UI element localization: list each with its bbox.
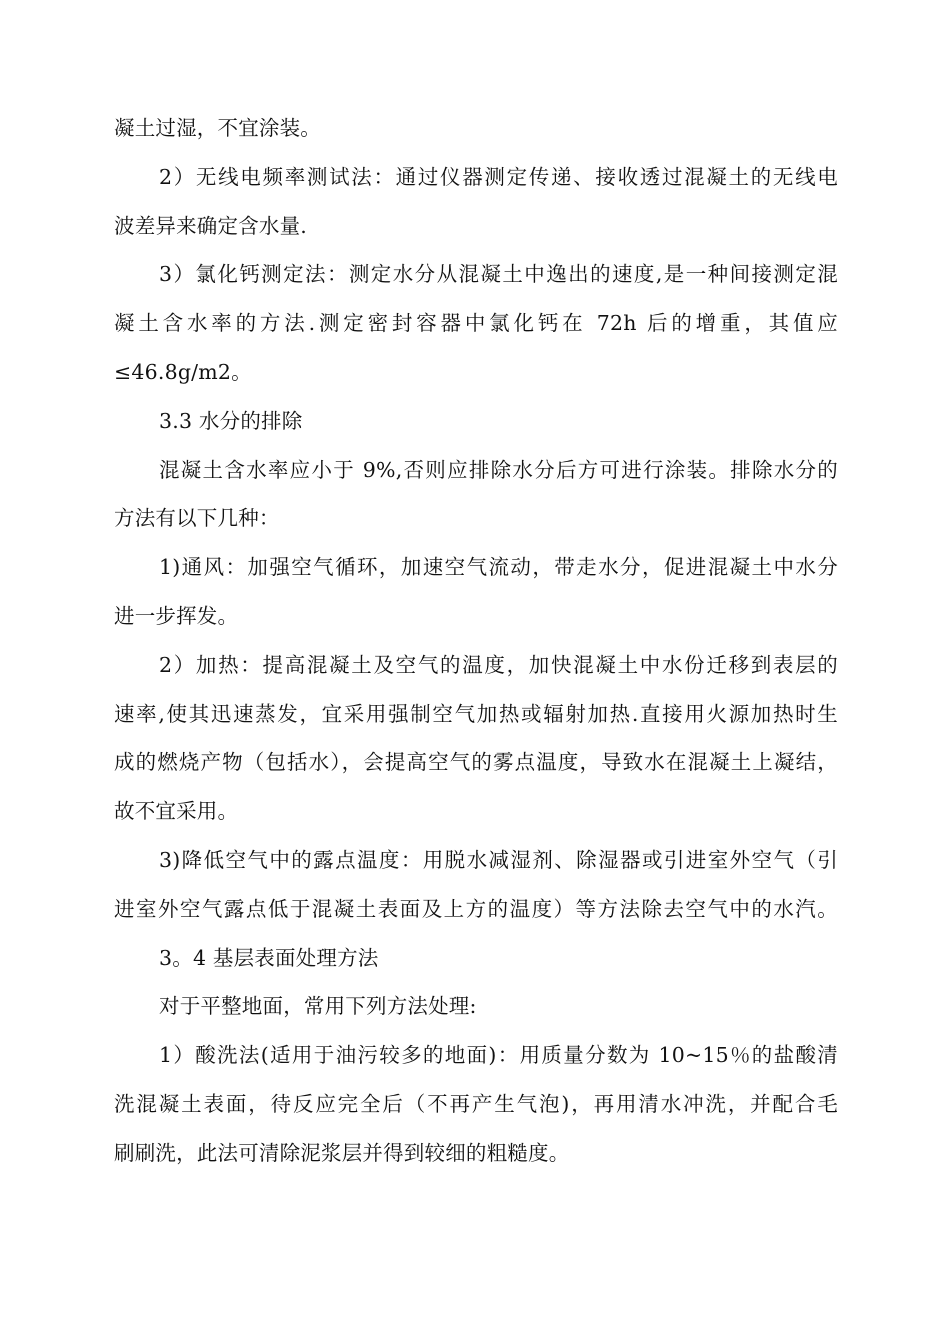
text-line: 方法有以下几种：: [114, 506, 280, 531]
text-line: 成的燃烧产物（包括水），会提高空气的雾点温度，导致水在混凝土上凝结，: [114, 750, 838, 775]
text-line: ≤46.8g/m2。: [114, 359, 252, 384]
text-line: 进室外空气露点低于混凝土表面及上方的温度）等方法除去空气中的水汽。: [114, 896, 838, 921]
text-line: 3）氯化钙测定法：测定水分从混凝土中逸出的速度,是一种间接测定混: [159, 262, 838, 287]
text-line: 3)降低空气中的露点温度：用脱水减湿剂、除湿器或引进室外空气（引: [159, 847, 838, 872]
text-line: 故不宜采用。: [114, 799, 239, 824]
section-heading: 3。4 基层表面处理方法: [159, 945, 379, 970]
document-body: [114, 104, 838, 1178]
text-line: 波差异来确定含水量.: [114, 213, 308, 238]
section-heading: 3.3 水分的排除: [159, 408, 303, 433]
text-line: 1）酸洗法(适用于油污较多的地面)：用质量分数为 10~15％的盐酸清: [159, 1043, 838, 1068]
text-line: 2）加热：提高混凝土及空气的温度，加快混凝土中水份迁移到表层的: [159, 652, 838, 677]
text-line: 混凝土含水率应小于 9%,否则应排除水分后方可进行涂装。排除水分的: [159, 457, 838, 482]
text-line: 进一步挥发。: [114, 603, 239, 628]
text-line: 凝土含水率的方法.测定密封容器中氯化钙在 72h 后的增重，其值应: [114, 311, 838, 336]
text-line: 2）无线电频率测试法：通过仪器测定传递、接收透过混凝土的无线电: [159, 164, 838, 189]
text-line: 刷刷洗，此法可清除泥浆层并得到较细的粗糙度。: [114, 1140, 570, 1165]
text-line: 速率,使其迅速蒸发，宜采用强制空气加热或辐射加热.直接用火源加热时生: [114, 701, 838, 726]
text-line: 对于平整地面，常用下列方法处理:: [159, 994, 477, 1019]
text-line: 凝土过湿，不宜涂装。: [114, 116, 321, 140]
text-line: 1)通风：加强空气循环，加速空气流动，带走水分，促进混凝土中水分: [159, 555, 838, 580]
text-line: 洗混凝土表面，待反应完全后（不再产生气泡)，再用清水冲洗，并配合毛: [114, 1091, 838, 1116]
